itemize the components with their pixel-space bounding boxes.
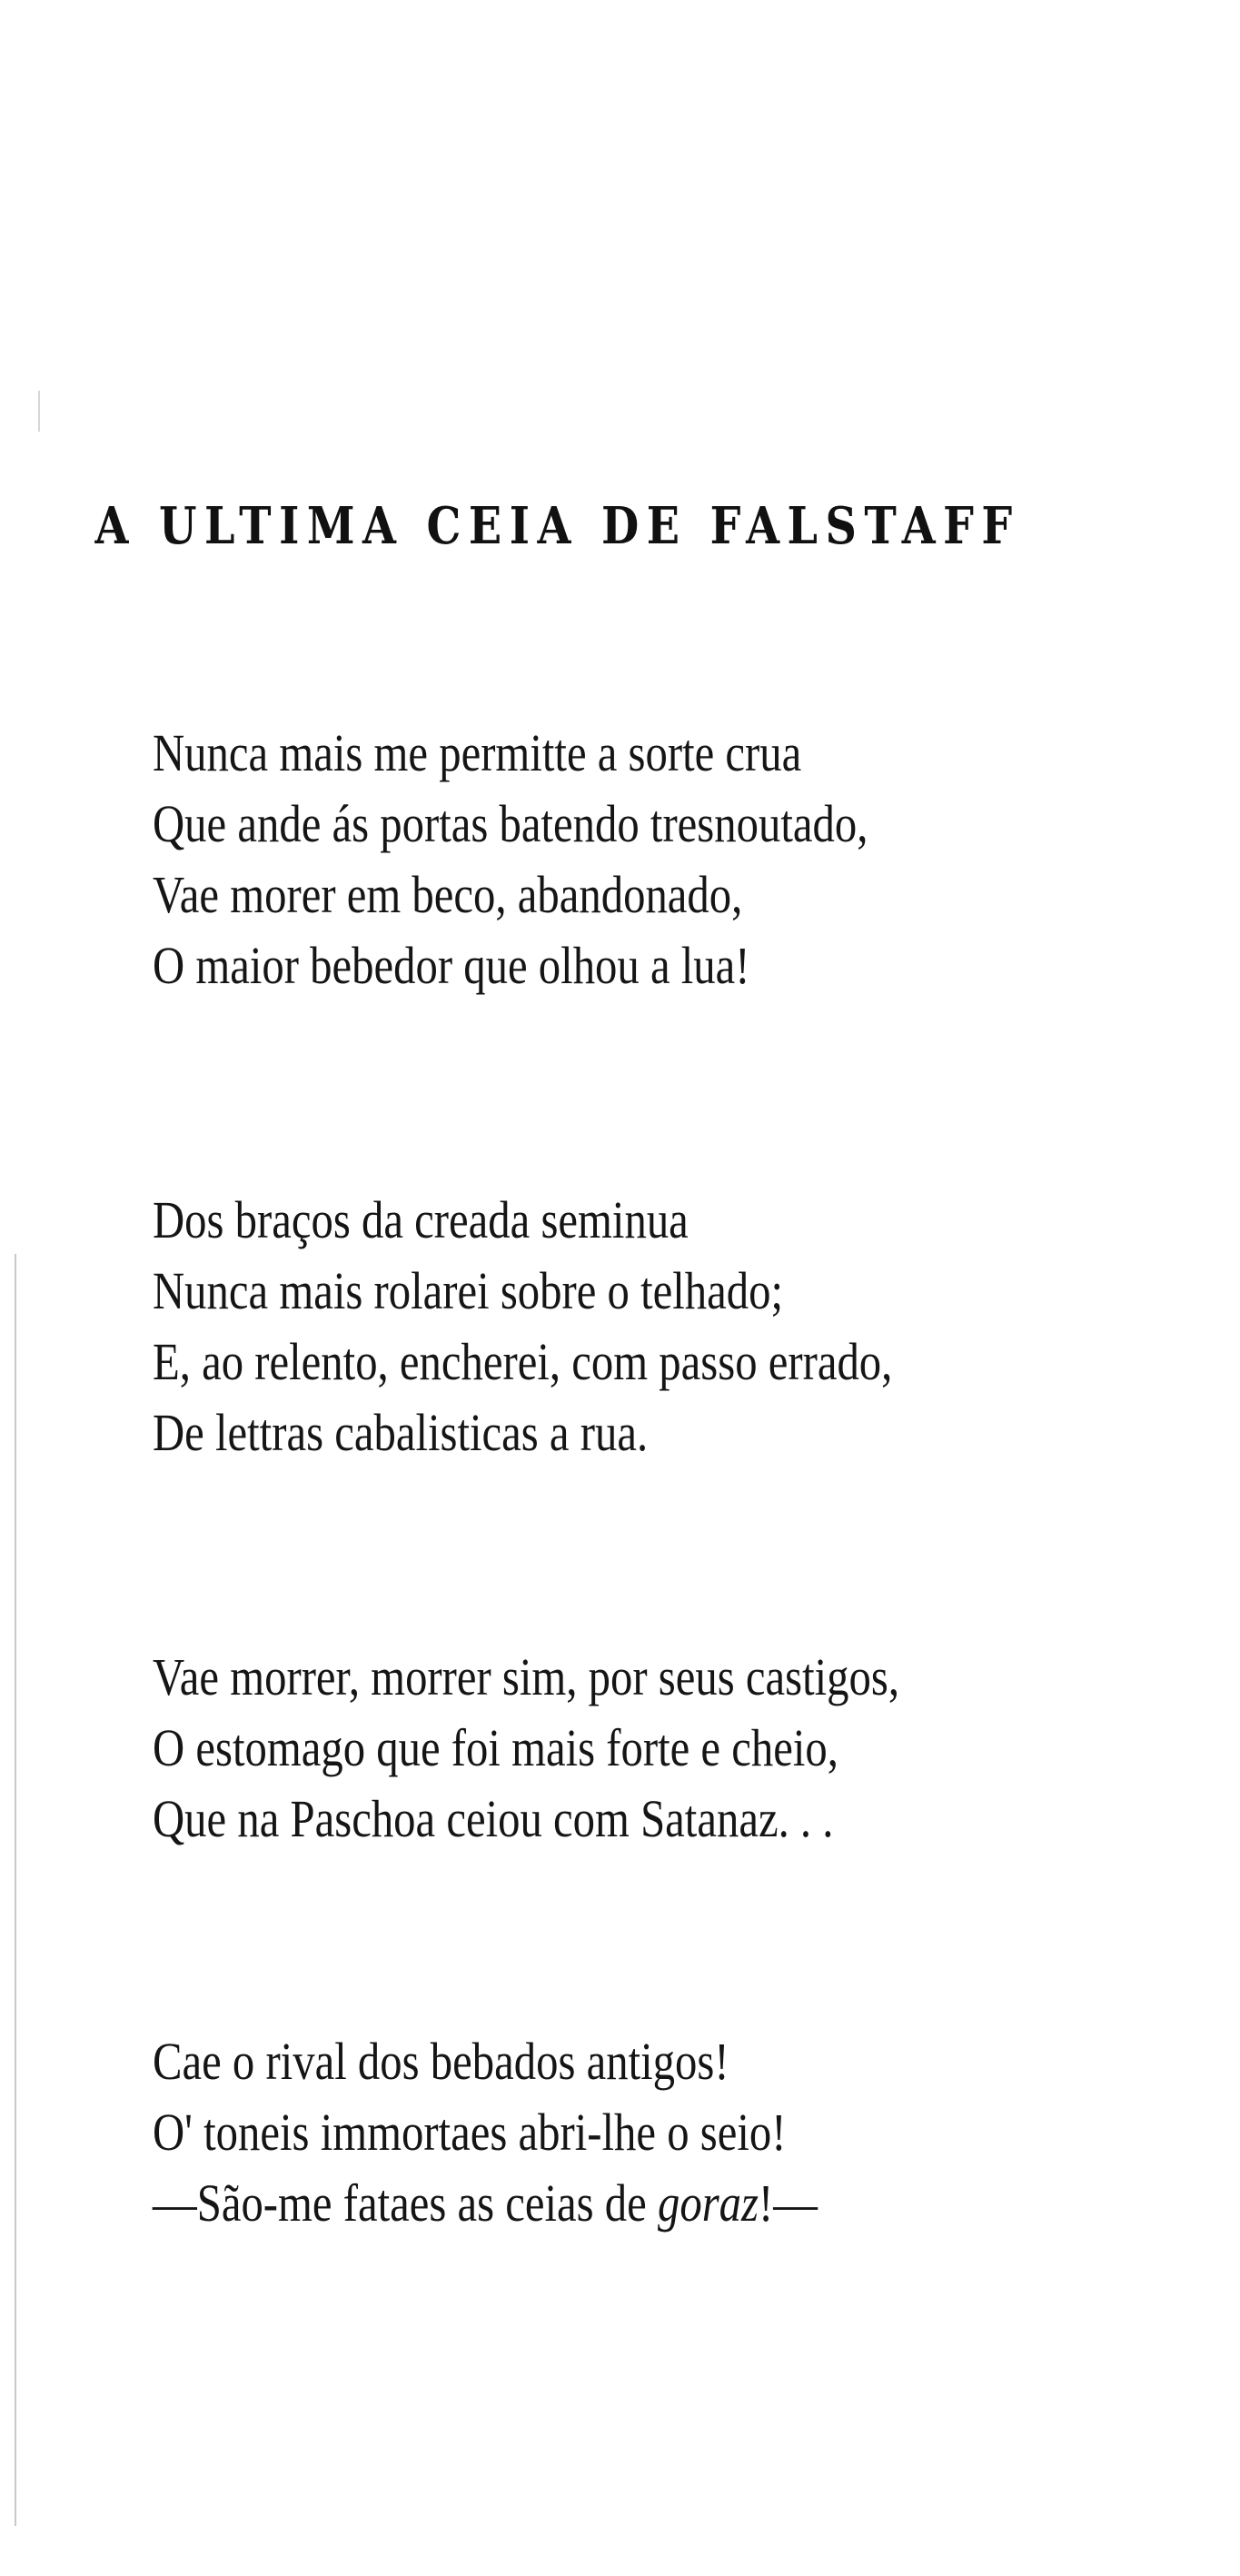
verse-line: Que ande ás portas batendo tresnoutado, xyxy=(153,794,868,853)
verse-line: E, ao relento, encherei, com passo errado, xyxy=(153,1332,893,1391)
stanza-3 xyxy=(153,1642,1042,1855)
verse-line: Nunca mais rolarei sobre o telhado; xyxy=(153,1261,784,1320)
verse-line: Vae morer em beco, abandonado, xyxy=(153,865,743,924)
verse-line: Cae o rival dos bebados antigos! xyxy=(153,2032,729,2091)
verse-line: O maior bebedor que olhou a lua! xyxy=(153,936,750,995)
stanza-2 xyxy=(153,1185,1033,1468)
verse-line: O estomago que foi mais forte e cheio, xyxy=(153,1718,838,1777)
verse-line-final xyxy=(153,2168,818,2239)
verse-line: Nunca mais me permitte a sorte crua xyxy=(153,723,802,782)
verse-text: —São-me fataes as ceias de xyxy=(153,2173,658,2233)
page-edge-line xyxy=(15,1254,16,2526)
verse-line: Que na Paschoa ceiou com Satanaz. . . xyxy=(153,1789,834,1848)
stanza-1 xyxy=(153,718,1004,1001)
verse-italic-word: goraz xyxy=(657,2173,759,2233)
stanza-4 xyxy=(153,2026,944,2239)
margin-mark xyxy=(38,391,40,432)
verse-line: Vae morrer, morrer sim, por seus castigos, xyxy=(153,1647,900,1706)
poem-title: A ULTIMA CEIA DE FALSTAFF xyxy=(94,495,1020,556)
verse-line: Dos braços da creada seminua xyxy=(153,1190,689,1249)
verse-text: !— xyxy=(758,2173,818,2233)
verse-line: De lettras cabalisticas a rua. xyxy=(153,1403,649,1462)
verse-line: O' toneis immortaes abri-lhe o seio! xyxy=(153,2103,787,2162)
